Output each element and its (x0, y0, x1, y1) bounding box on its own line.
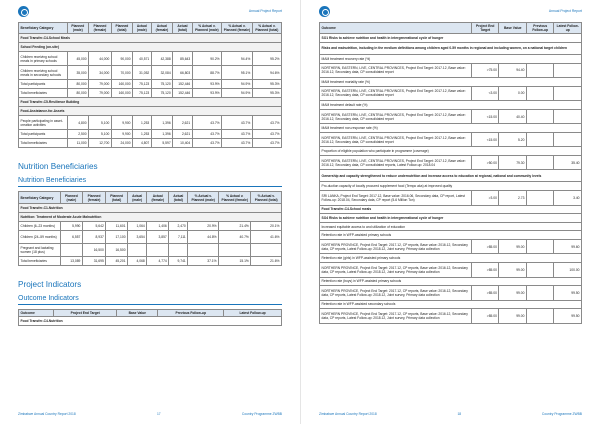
value-cell: 3.40 (554, 191, 582, 206)
footer-page-number: 17 (156, 412, 161, 416)
table-cell: NORTHERN PROVINCE, Project End Target: 2017.12, CP reports, Base value: 2016.12, Secondary data, CP reports, Latest Follow-up: 2018.12, Joint survey, Primary data collection (320, 239, 472, 254)
column-header: % Actual v. Planned (female) (222, 23, 253, 34)
table-row (19, 221, 282, 230)
footer-report-name: Zimbabwe Annual Country Report 2018 (319, 412, 377, 416)
table-cell: MAM treatment mortality rate (%) (320, 78, 582, 87)
value-cell (526, 109, 554, 124)
table-cell: Food Transfer-C4-School meals (320, 205, 582, 214)
value-cell: 99.00 (499, 239, 527, 254)
section-row (19, 212, 282, 221)
table-row (320, 239, 582, 254)
table-cell: Children (24–59 months) (19, 230, 61, 243)
value-cell: <3.00 (471, 86, 499, 101)
table-cell: 1,064 (128, 221, 147, 230)
table-cell: 90,000 (111, 52, 132, 66)
value-cell (526, 132, 554, 147)
table-cell: 9,900 (111, 116, 132, 130)
table-cell: Children receiving school meals in primary schools (19, 52, 68, 66)
table-row (19, 230, 282, 243)
value-cell: 100.00 (554, 263, 582, 278)
column-header: Actual (male) (128, 192, 147, 203)
table-cell: 44,000 (89, 52, 112, 66)
table-row (320, 109, 582, 124)
column-header: Base Value (117, 309, 158, 316)
table-row (320, 286, 582, 301)
table-cell: 93.9% (192, 89, 221, 98)
table-header-row (19, 192, 282, 203)
table-cell: 41.6% (251, 230, 282, 243)
value-cell: >50.00 (471, 155, 499, 170)
header-title: Annual Project Report (548, 9, 582, 13)
section-row (19, 34, 282, 43)
column-header: Actual (male) (133, 23, 152, 34)
table-row (320, 86, 582, 101)
value-cell: 5.20 (499, 132, 527, 147)
column-header: Planned (male) (67, 23, 88, 34)
table-cell: NORTHERN PROVINCE, Project End Target: 2017.12, CP reports, Base value: 2016.12, Secondary data, CP reports, Latest Follow-up: 2018.12, Joint survey, Primary data collection (320, 309, 472, 324)
table-cell: MAM treatment non-response rate (%) (320, 124, 582, 133)
table-cell: 10,404 (173, 139, 193, 148)
value-cell (526, 155, 554, 170)
column-header: Project End Target (471, 23, 499, 34)
table-row (19, 80, 282, 89)
table-cell: 5,100 (89, 116, 112, 130)
wfp-logo-icon (18, 6, 29, 17)
table-cell: 4,800 (67, 116, 88, 130)
table-cell: 94.4% (222, 52, 253, 66)
table-cell: Ownership and capacity strengthened to reduce undernutrition and increase access to education at regional, national and community levels (320, 170, 582, 182)
table-cell: 11,000 (67, 139, 88, 148)
column-header: Beneficiary Category (19, 192, 61, 203)
column-header: Actual (total) (173, 23, 193, 34)
table-cell: 4,068 (128, 256, 147, 265)
table-cell: 20.1% (251, 221, 282, 230)
table-cell: 43.7% (192, 116, 221, 130)
table-cell: 93.9% (192, 80, 221, 89)
table-cell: 16,500 (82, 243, 105, 256)
table-cell: 95.1% (222, 66, 253, 80)
table-cell: Pregnant and lactating women (18 plus) (19, 243, 61, 256)
table-cell: NORTHERN, EASTERN, LIVE, CENTRAL PROVINCES, Project End Target: 2017.12, Base value: 2016.12, Secondary data, CP consolidated report (320, 132, 472, 147)
table-cell: NORTHERN, EASTERN, LIVE, CENTRAL PROVINCES, Project End Target: 2017.12, Base value: 2016.12, Secondary data, CP consolidated report (320, 63, 472, 78)
table-cell: 152,446 (173, 89, 193, 98)
table-row (320, 263, 582, 278)
value-cell: 40.40 (499, 109, 527, 124)
column-header: Beneficiary Category (19, 23, 68, 34)
table-cell: 43.7% (222, 139, 253, 148)
table-cell: 85,643 (173, 52, 193, 66)
section-cell: School Feeding (on-site) (19, 43, 282, 52)
table-row (19, 243, 282, 256)
table-row (19, 89, 282, 98)
column-header: % Actual v. Planned (male) (188, 192, 219, 203)
value-cell: 99.00 (499, 309, 527, 324)
value-cell (526, 286, 554, 301)
table-row (19, 256, 282, 265)
table-row (320, 254, 582, 263)
table-cell: 2,470 (169, 221, 188, 230)
table-row (320, 222, 582, 231)
table-cell: 16,500 (106, 243, 128, 256)
table-cell: 3,857 (147, 230, 169, 243)
column-header: Planned (female) (82, 192, 105, 203)
right-page (300, 0, 600, 424)
value-cell (554, 132, 582, 147)
table-cell: SO4 Risks to achieve nutrition and health in intergenerational cycle of hunger (320, 214, 582, 223)
table-cell: 15.1% (219, 256, 251, 265)
table-cell: Total beneficiaries (19, 139, 68, 148)
table-cell: 1,406 (147, 221, 169, 230)
wfp-logo-icon (319, 6, 330, 17)
table-cell: Total beneficiaries (19, 256, 61, 265)
value-cell: >85.00 (471, 263, 499, 278)
section-row (19, 107, 282, 116)
value-cell: >75.00 (471, 63, 499, 78)
table-cell: Retention rate in WFP-assisted secondary schools (320, 300, 582, 309)
table-row (19, 52, 282, 66)
outcome-indicators-table-start (18, 309, 282, 326)
nutrition-beneficiaries-subtitle: Nutrition Beneficiaries (18, 177, 282, 187)
value-cell: <15.00 (471, 132, 499, 147)
value-cell: >85.00 (471, 309, 499, 324)
table-cell: Retention rate (girls) in WFP-assisted primary schools (320, 254, 582, 263)
table-cell (147, 243, 169, 256)
table-row (320, 132, 582, 147)
page-header (18, 0, 282, 22)
table-cell: 5,100 (89, 130, 112, 139)
page-footer (319, 412, 582, 418)
table-cell: 80,000 (67, 89, 88, 98)
value-cell: 99.00 (499, 286, 527, 301)
table-cell: 32,084 (151, 66, 172, 80)
table-cell: 45,000 (67, 52, 88, 66)
footer-report-name: Zimbabwe Annual Country Report 2018 (18, 412, 76, 416)
table-cell: 94.9% (222, 80, 253, 89)
table-row (320, 182, 582, 191)
value-cell (526, 263, 554, 278)
table-header-row (19, 309, 282, 316)
table-cell: Pro-duction capacity of locally procured supplement food (Tempo aka) at improved quality (320, 182, 582, 191)
table-cell: 9,741 (169, 256, 188, 265)
table-cell: 40,571 (133, 52, 152, 66)
table-cell: 75,120 (151, 80, 172, 89)
table-cell: 95.3% (252, 80, 281, 89)
table-cell: 80,000 (67, 80, 88, 89)
table-cell: Total participants (19, 80, 68, 89)
table-cell: People participating in asset-creation activities (19, 116, 68, 130)
table-row (320, 205, 582, 214)
column-header: Planned (female) (89, 23, 112, 34)
table-row (19, 139, 282, 148)
table-row (320, 231, 582, 240)
table-cell (128, 243, 147, 256)
table-cell: 95.2% (252, 52, 281, 66)
table-cell: Increased equitable access to and utilization of education (320, 222, 582, 231)
table-cell: 5,990 (60, 221, 82, 230)
table-cell: 35,000 (67, 66, 88, 80)
table-cell: NORTHERN, EASTERN, LIVE, CENTRAL PROVINCES, Project End Target: 2017.12, Base value: 2016.12, Secondary data, CP consolidated report (320, 109, 472, 124)
value-cell: <15.00 (471, 109, 499, 124)
table-cell: 75,120 (151, 89, 172, 98)
table-cell: Food Transfer-C4-Nutrition (19, 317, 282, 326)
table-cell: 2,500 (67, 130, 88, 139)
table-cell: 70,000 (111, 66, 132, 80)
column-header: Actual (female) (147, 192, 169, 203)
table-row (320, 309, 582, 324)
table-cell (60, 243, 82, 256)
table-row (19, 317, 282, 326)
table-cell: 66,803 (173, 66, 193, 80)
table-cell: 160,000 (111, 89, 132, 98)
column-header: Planned (male) (60, 192, 82, 203)
table-cell: 37.1% (188, 256, 219, 265)
column-header: Outcome (320, 23, 472, 34)
table-cell: 1,396 (151, 130, 172, 139)
outcome-indicators-subtitle: Outcome Indicators (18, 295, 282, 305)
table-cell: 95.3% (252, 89, 281, 98)
table-cell: NORTHERN PROVINCE, Project End Target: 2017.12, CP reports, Base value: 2016.12, Secondary data, CP reports, Latest Follow-up: 2018.12, Joint survey, Primary data collection (320, 286, 472, 301)
table-cell: 20.9% (188, 221, 219, 230)
table-cell: 34,000 (89, 66, 112, 80)
table-row (320, 34, 582, 43)
value-cell (526, 309, 554, 324)
value-cell: 79.30 (499, 155, 527, 170)
column-header: Latest Follow-up (224, 309, 282, 316)
table-cell: 42,388 (151, 52, 172, 66)
table-cell: MAM treatment default rate (%) (320, 101, 582, 110)
table-cell: 24,000 (111, 139, 132, 148)
table-cell: 43.7% (252, 116, 281, 130)
table-cell (169, 243, 188, 256)
table-cell: 44.8% (188, 230, 219, 243)
column-header: Project End Target (54, 309, 117, 316)
table-header-row (19, 23, 282, 34)
table-cell: 5,642 (82, 221, 105, 230)
table-row (320, 214, 582, 223)
value-cell: 0.00 (499, 86, 527, 101)
table-cell: 43.7% (252, 130, 281, 139)
table-cell: 43.7% (222, 116, 253, 130)
table-cell: 1,396 (151, 116, 172, 130)
table-cell: 21.6% (251, 256, 282, 265)
table-row (320, 124, 582, 133)
table-cell: 7,111 (169, 230, 188, 243)
table-cell: 1,253 (133, 130, 152, 139)
table-row (320, 300, 582, 309)
table-row (320, 63, 582, 78)
value-cell: 99.50 (554, 309, 582, 324)
footer-programme: Country Programme ZWBB (241, 412, 282, 416)
value-cell (554, 86, 582, 101)
table-row (19, 66, 282, 80)
table-cell: 75,123 (133, 89, 152, 98)
table-cell: 43.7% (192, 130, 221, 139)
header-title: Annual Project Report (248, 9, 282, 13)
section-cell: Food-Assistance-for-Assets (19, 107, 282, 116)
table-cell: 9,900 (111, 130, 132, 139)
table-cell: Retention rate in WFP-assisted primary schools (320, 231, 582, 240)
value-cell: 94.40 (499, 63, 527, 78)
table-cell: 43.7% (192, 139, 221, 148)
table-cell: 152,446 (173, 80, 193, 89)
table-row (19, 130, 282, 139)
page-footer (18, 412, 282, 418)
table-cell: 2,621 (173, 116, 193, 130)
value-cell: 99.50 (554, 286, 582, 301)
table-cell: 8,937 (82, 230, 105, 243)
table-cell: 31,695 (82, 256, 105, 265)
table-cell: NORTHERN PROVINCE, Project End Target: 2017.12, CP reports, Base value: 2016.12, Secondary data, CP reports, Latest Follow-up: 2018.12, Joint survey, Primary data collection (320, 263, 472, 278)
table-cell: 1,253 (133, 116, 152, 130)
table-cell: 79,000 (89, 89, 112, 98)
column-header: Previous Follow-up (158, 309, 224, 316)
value-cell: 2.73 (499, 191, 527, 206)
table-cell: 43.7% (222, 130, 253, 139)
table-row (19, 116, 282, 130)
nutrition-beneficiaries-title: Nutrition Beneficiaries (18, 162, 98, 172)
page-header (319, 0, 582, 22)
table-row (320, 101, 582, 110)
school-meals-table (18, 22, 282, 148)
table-cell: Risks and malnutrition, including in the medium definitions among children aged 0-59 months in regional and including women, on a national target children (320, 42, 582, 54)
table-cell: 45,201 (106, 256, 128, 265)
table-cell: 31,052 (133, 66, 152, 80)
table-cell: Retention rate (boys) in WFP-assisted primary schools (320, 277, 582, 286)
value-cell (554, 109, 582, 124)
table-cell: 13,089 (60, 256, 82, 265)
table-cell: SO1 Risks to achieve nutrition and health in intergenerational cycle of hunger (320, 34, 582, 43)
value-cell: >3.00 (471, 191, 499, 206)
table-cell: 6,557 (60, 230, 82, 243)
value-cell (554, 63, 582, 78)
table-row (320, 191, 582, 206)
section-cell: Nutrition: Treatment of Moderate Acute Malnutrition (19, 212, 282, 221)
footer-page-number: 18 (457, 412, 462, 416)
section-cell: Food Transfer-C5-Resilience Building (19, 98, 282, 107)
table-cell (251, 243, 282, 256)
table-cell: NORTHERN, EASTERN, LIVE, CENTRAL PROVINCES, Project End Target: 2017.12, Base value: 2016.12, Secondary data, CP consolidated reports, Latest Follow-up: 2018.04 (320, 155, 472, 170)
table-cell: 2,621 (173, 130, 193, 139)
table-cell (188, 243, 219, 256)
table-row (320, 54, 582, 63)
outcome-indicators-table (319, 22, 582, 324)
column-header: Base Value (499, 23, 527, 34)
table-row (320, 42, 582, 54)
column-header: Actual (female) (151, 23, 172, 34)
value-cell: 35.40 (554, 155, 582, 170)
table-cell: 75,123 (133, 80, 152, 89)
column-header: Latest Follow-up (554, 23, 582, 34)
table-header-row (320, 23, 582, 34)
table-row (320, 78, 582, 87)
table-cell: SRI LANKA, Project End Target: 2017.12, Base value: 2016.06, Secondary data, CP report, Latest Follow-up: 2018.04, Secondary data, CP report (5-6 Million Ton) (320, 191, 472, 206)
section-row (19, 43, 282, 52)
table-row (320, 170, 582, 182)
section-row (19, 98, 282, 107)
table-cell: 94.6% (252, 66, 281, 80)
table-cell: 4,807 (133, 139, 152, 148)
table-row (320, 147, 582, 156)
table-cell (219, 243, 251, 256)
table-cell: 21.4% (219, 221, 251, 230)
column-header: Planned (total) (111, 23, 132, 34)
table-cell: 43.7% (252, 139, 281, 148)
table-cell: 12,700 (89, 139, 112, 148)
table-cell: 160,000 (111, 80, 132, 89)
column-header: % Actual v. Planned (female) (219, 192, 251, 203)
table-cell: 11,601 (106, 221, 128, 230)
section-row (19, 203, 282, 212)
table-cell: 79,000 (89, 80, 112, 89)
column-header: Previous Follow-up (526, 23, 554, 34)
table-row (320, 277, 582, 286)
table-row (320, 155, 582, 170)
column-header: % Actual v. Planned (total) (252, 23, 281, 34)
project-indicators-title: Project Indicators (18, 279, 82, 289)
table-cell: 17,100 (106, 230, 128, 243)
value-cell (526, 63, 554, 78)
column-header: Planned (total) (106, 192, 128, 203)
value-cell (526, 191, 554, 206)
section-cell: Food Transfer-C1-Nutrition (19, 203, 282, 212)
value-cell: >85.00 (471, 286, 499, 301)
nutrition-table (18, 191, 282, 265)
table-cell: 4,774 (147, 256, 169, 265)
table-cell: 5,597 (151, 139, 172, 148)
table-cell: Total beneficiaries (19, 89, 68, 98)
section-cell: Food Transfer-C4-School Meals (19, 34, 282, 43)
table-cell: 3,654 (128, 230, 147, 243)
value-cell: 99.60 (554, 239, 582, 254)
column-header: % Actual v. Planned (total) (251, 192, 282, 203)
table-cell: NORTHERN, EASTERN, LIVE, CENTRAL PROVINCES, Project End Target: 2017.12, Base value: 2016.12, Secondary data, CP consolidated report (320, 86, 472, 101)
value-cell (526, 86, 554, 101)
table-cell: 40.7% (219, 230, 251, 243)
column-header: Outcome (19, 309, 54, 316)
table-cell: Proportion of eligible population who participate in programme (coverage) (320, 147, 582, 156)
column-header: % Actual v. Planned (male) (192, 23, 221, 34)
table-cell: Total participants (19, 130, 68, 139)
table-cell: 88.7% (192, 66, 221, 80)
table-cell: MAM treatment recovery rate (%) (320, 54, 582, 63)
column-header: Actual (total) (169, 192, 188, 203)
value-cell: 99.00 (499, 263, 527, 278)
table-cell: Children (6–23 months) (19, 221, 61, 230)
table-cell: 90.2% (192, 52, 221, 66)
footer-programme: Country Programme ZWBB (541, 412, 582, 416)
table-cell: Children receiving school meals in secondary schools (19, 66, 68, 80)
value-cell: >85.00 (471, 239, 499, 254)
table-cell: 94.9% (222, 89, 253, 98)
value-cell (526, 239, 554, 254)
